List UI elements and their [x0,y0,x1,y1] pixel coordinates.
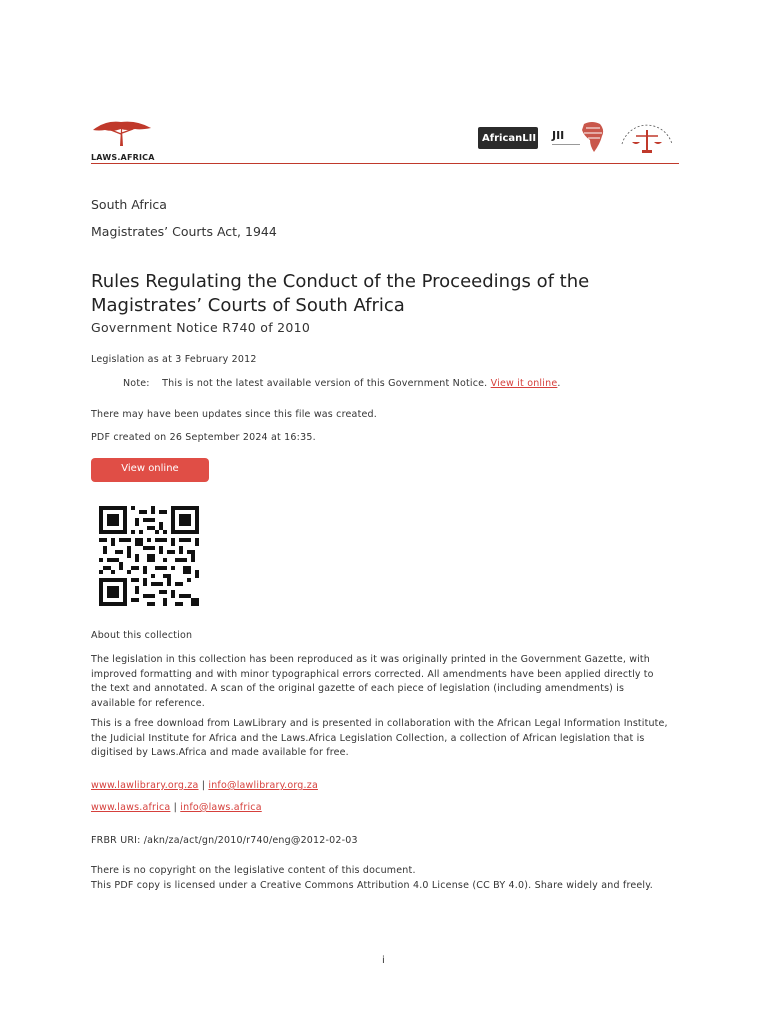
view-online-button[interactable]: View online [91,458,209,482]
legislation-as-at: Legislation as at 3 February 2012 [91,354,257,365]
laws-africa-logo [91,116,153,160]
page-number: i [382,955,385,966]
view-it-online-link[interactable]: View it online [490,378,558,389]
africanlii-logo [478,127,538,149]
africa-map-icon [580,120,606,154]
lawlibrary-logo [614,116,680,156]
jiii-underline [552,144,580,145]
acacia-tree-icon [91,116,153,148]
lawlibrary-links [91,780,318,791]
links-separator-2: | [170,802,181,813]
lawlibrary-website-link[interactable]: www.lawlibrary.org.za [91,780,199,791]
note-text: This is not the latest available version of this Government Notice. [162,378,488,389]
copyright-line-2: This PDF copy is licensed under a Creative Commons Attribution 4.0 License (CC BY 4.0). Share widely and freely. [91,880,653,891]
laws-africa-logo-text: LAWS.AFRICA [91,153,155,162]
pdf-created: PDF created on 26 September 2024 at 16:35. [91,432,316,443]
lawlibrary-email-link[interactable]: info@lawlibrary.org.za [208,780,318,791]
government-notice: Government Notice R740 of 2010 [91,320,311,335]
header-divider [91,163,679,164]
about-heading: About this collection [91,630,193,641]
parent-act: Magistrates’ Courts Act, 1944 [91,224,277,239]
document-title: Rules Regulating the Conduct of the Proceedings of the Magistrates’ Courts of South Africa [91,271,590,316]
laws-africa-links [91,802,262,813]
qr-code-icon[interactable] [99,506,199,606]
africanlii-logo-text: AfricanLII [482,133,537,144]
about-paragraph-1: The legislation in this collection has been reproduced as it was originally printed in the Government Gazette, with improved formatting and with minor typographical errors corrected. All amendments have been applied directly to the text and annotated. A scan of the original gazette of each piece of legislation (including amendments) is available for reference. [91,654,654,709]
copyright-line-1: There is no copyright on the legislative content of this document. [91,865,416,876]
frbr-uri: FRBR URI: /akn/za/act/gn/2010/r740/eng@2012-02-03 [91,835,358,846]
country: South Africa [91,197,167,212]
jiii-logo [552,120,606,154]
note-label: Note: [123,378,150,389]
about-paragraph-2: This is a free download from LawLibrary and is presented in collaboration with the African Legal Information Institute, the Judicial Institute for Africa and the Laws.Africa Legislation Collection, a collection of African legislation that is digitised by Laws.Africa and made available for free. [91,718,668,758]
laws-africa-website-link[interactable]: www.laws.africa [91,802,171,813]
jiii-logo-text: JII [552,129,565,142]
laws-africa-email-link[interactable]: info@laws.africa [180,802,262,813]
updates-text: There may have been updates since this file was created. [91,409,377,420]
links-separator-1: | [198,780,209,791]
version-note [123,378,561,389]
scales-of-justice-icon [614,116,680,156]
note-end: . [557,378,561,389]
